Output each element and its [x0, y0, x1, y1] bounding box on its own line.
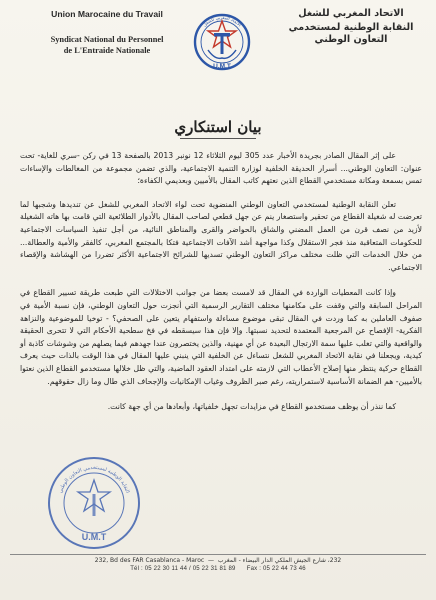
- header-french: [32, 10, 182, 55]
- footer-tel: Tél : 05 22 30 11 44 / 05 22 31 81 89: [130, 566, 236, 572]
- official-stamp: [44, 454, 144, 552]
- stamp-arabic-text: النقابة الوطنية لمستخدمي التعاون الوطني: [57, 464, 131, 494]
- footer-address-ar: 232، شارع الجيش الملكي الدار البيضاء - المغرب: [217, 557, 342, 564]
- union-name-fr: Union Marocaine du Travail: [51, 9, 163, 19]
- footer-divider: [10, 554, 426, 555]
- footer-address-fr: 232, Bd des FAR Casablanca - Maroc: [94, 557, 205, 564]
- logo-umt-text: U.M.T: [213, 63, 231, 70]
- syndicate-name-fr: Syndicat National du Personnel: [50, 34, 164, 44]
- footer-fax: Fax : 05 22 44 73 46: [246, 566, 306, 572]
- syndicate-subname-fr: de L'Entraide Nationale: [63, 45, 151, 55]
- document-body: [20, 150, 422, 427]
- syndicate-name-ar: النقابة الوطنية لمستخدمي: [288, 21, 414, 33]
- footer: [0, 556, 436, 574]
- title-underline: [180, 138, 256, 139]
- footer-contacts: [0, 565, 436, 574]
- header-arabic: [276, 8, 426, 46]
- paragraph-2: تعلن النقابة الوطنية لمستخدمي التعاون الوطني المنضوية تحت لواء الاتحاد المغربي للشغل عن تنديدها وشجبها لما تعرضت له شغيلة القطاع من تحقير واستصغار ينم عن جهل قطعي لصاحب المقال بالأدوار الطلائعية التي قامت بها هاته الشغيلة لأزيد من نصف قرن من العمل المضني والشاق بالحواضر والقرى والمناطق النائية، من أجل تنفيذ السياسات الاجتماعية للحكومات المتعاقبة منذ فجر الاستقلال وكذا مواجهة أشد الآفات الاجتماعية فتكا بالمجتمع المغربي، كالفقر والأمية والعطالة... من خلال الخدمات التي ظلت مختلف مراكز التعاون الوطني تسديها للشرائح الاجتماعية الأكثر تضررا من الهشاشة والإقصاء الاجتماعي.: [20, 199, 422, 272]
- paragraph-4: كما ننذر أن يوظف مستخدمو القطاع في مزايدات تجهل خلفياتها، وأبعادها من أي جهة كانت.: [107, 402, 396, 412]
- union-name-ar: الاتحاد المغربي للشغل: [298, 8, 404, 19]
- paragraph-3: وإذا كانت المعطيات الواردة في المقال قد لامست بعضا من جوانب الاختلالات التي طبعت طريقة تسيير القطاع في المراحل السابقة والتي وقفت على مكامنها مختلف التقارير الرسمية التي أنجزت حول التعاون الوطني، فإن نسبة الأمية في صفوف العاملين به كما وردت في المقال تبقى موضوع مساءلة واستفهام يتعين على الصحفي؟ - توخيا للموضوعية والنزاهة الفكرية- الإفصاح عن المرجعية المعتمدة لتحديد نسبتها. وإلا فإن هذا سيسقطه في فخ سطحية الأحكام التي لا تتحرى الحقيقة والواقعية والتي تغلب عليها سمة الارتجال البعيدة عن أي مهنية، والذين يختصرون عندا جهدهم فيما يصلهم من وشوشات كاذبة أو كيدية، ويجعلنا في نقابة الاتحاد المغربي للشغل نتساءل عن الخلفية التي ينبني عليها المقال في هذا الوقت بالذات حيث يعرف القطاع حركية ينتظر منها إصلاح الأعطاب التي لازمته على امتداد العقود الماضية، والتي ظل خلالها مستخدمو القطاع الذين نعتوا بالأميين- هم الضمانة الأساسية لاستمراريته، رغم صبر الظروف وغياب الإمكانيات والإجحاف الذي طال وما زال حقوقهم.: [20, 288, 422, 386]
- syndicate-subname-ar: التعاون الوطني: [314, 33, 388, 45]
- umt-logo: [191, 6, 253, 78]
- paragraph-1: على إثر المقال الصادر بجريدة الأخبار عدد 305 ليوم الثلاثاء 12 نونبر 2013 بالصفحة 13 في ركن -سري للغاية- تحت عنوان: التعاون الوطني... أسرار الحديقة الخلفية لوزارة التنمية الاجتماعية، والذي تضمن مجموعة من المغالطات والإساءات تمس بسمعة ومكانة مستخدمي القطاع الذين نعتهم كاتب المقال بالأميين وبعديمي الكفاءة؛: [20, 151, 422, 186]
- footer-address: 232, Bd des FAR Casablanca - Maroc — 232، شارع الجيش الملكي الدار البيضاء - المغرب: [94, 557, 342, 564]
- stamp-umt-text: U.M.T: [81, 532, 107, 542]
- document-title: بيان استنكاري: [174, 118, 262, 136]
- logo-arabic-text: الاتحاد المغربي للشغل: [201, 14, 243, 28]
